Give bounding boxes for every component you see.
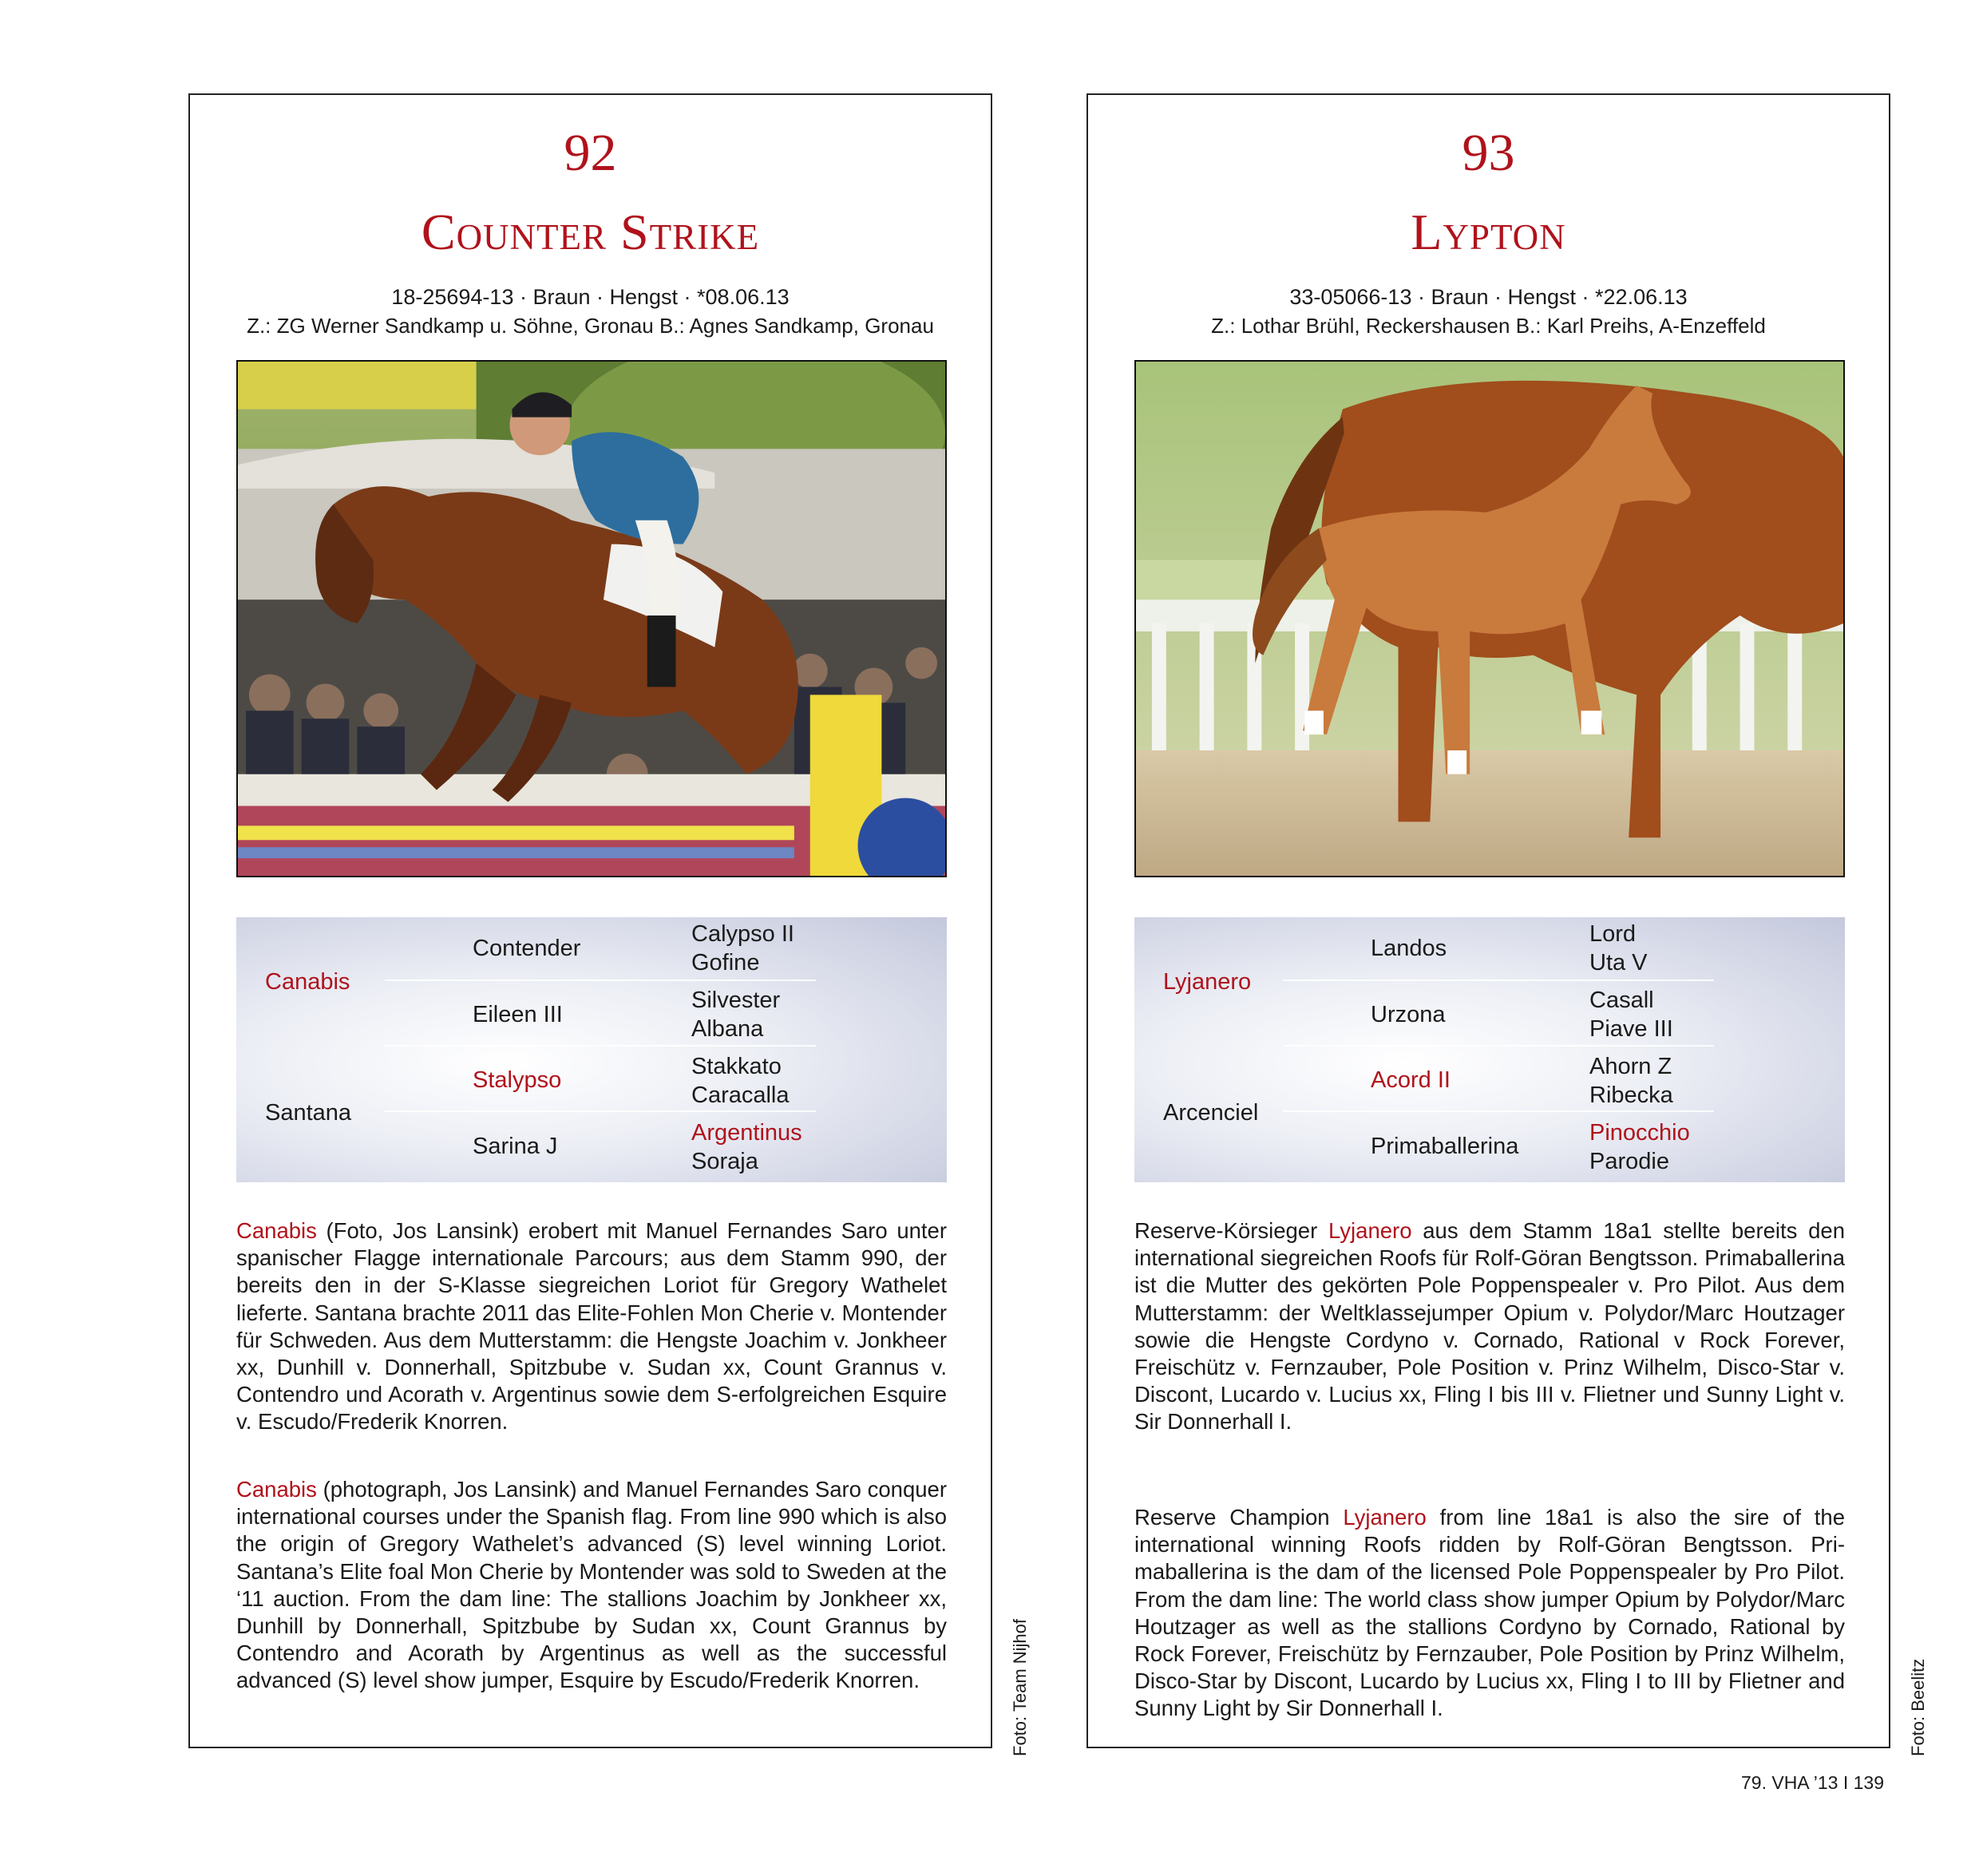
pedigree-sire-sire: Landos [1371,936,1447,961]
description-lead: Reserve-Körsieger [1134,1218,1318,1243]
pedigree-dam-sire: Acord II [1371,1067,1451,1093]
description-text: (photograph, Jos Lansink) and Manuel Fernandes Saro conquer international courses under the Spanish flag. From line 990 which is also the origin of Gregory Wathelet’s advanced (S) level winning Loriot. Santana’s Elite foal Mon Cherie by Montender was sold to Sweden at the ‘11 auction. From the dam line: The stallions Joachim by Jonkheer xx, Dunhill by Donnerhall, Spitzbube by Sudan xx, Count Grannus by Contendro and Acorath by Argentinus as well as the successful advanced (S) level show jumper, Esquire by Escudo/Frederik Knorren. [236,1477,948,1693]
foal-and-mare-photo-illustration [1136,362,1843,876]
horse-name: Lypton [1411,204,1566,260]
highlight-name: Canabis [236,1477,317,1502]
pedigree-divider [1283,1045,1714,1047]
pedigree-ggp: Parodie [1589,1149,1669,1174]
horse-name: Counter Strike [421,204,760,260]
pedigree-ggp: Caracalla [691,1082,790,1108]
pedigree-dam: Arcenciel [1163,1100,1259,1126]
horse-meta-line: 18-25694-13 · Braun · Hengst · *08.06.13 [391,285,790,309]
pedigree-ggp: Lord [1589,921,1637,947]
page-footer: 79. VHA ’13 I 139 [1740,1772,1884,1793]
description-text: aus dem Stamm 18a1 stellte bereits den international siegreichen Roofs für Rolf-Göran Bengtsson. Primaballerina ist die Mutter des gekörten Pole Poppenspealer v. Pro Pilot. Aus dem Mutterstamm: der Weltklassejumper Opium v. Polydor/Marc Houtzager sowie die Hengste Cordyno v. Cornado, Rational v Rock Forever, Freischütz v. Fernzauber, Pole Position v. Prinz Wilhelm, Disco-Star v. Discont, Lucardo v. Lucius xx, Fling I bis III v. Flietner und Sunny Light v. Sir Donnerhall I. [1134,1218,1846,1435]
lot-number: 92 [564,124,617,182]
pedigree-ggp: Uta V [1589,950,1648,976]
lot-card-92 [188,93,992,1748]
pedigree-table [236,917,947,1182]
pedigree-divider [1283,980,1714,981]
pedigree-ggp: Stakkato [691,1054,782,1079]
show-jumping-photo-illustration [238,362,945,876]
description-text: (Foto, Jos Lansink) erobert mit Manuel Fernandes Saro unter spanischer Flagge internationale Parcours; aus dem Stamm 990, der bereits den in der S-Klasse siegreichen Loriot für Gregory Wathelet lieferte. Santana brachte 2011 das Elite-Fohlen Mon Cherie v. Montender für Schweden. Aus dem Mutterstamm: die Hengste Joachim v. Jonkheer xx, Dunhill v. Donnerhall, Spitzbube v. Sudan xx, Count Grannus v. Contendro und Acorath v. Argentinus sowie dem S-erfolgreichen Esquire v. Escudo/Frederik Knorren. [236,1218,947,1435]
description-english [1134,1504,1845,1723]
pedigree-dam-sire: Stalypso [473,1067,562,1093]
pedigree-ggp: Ribecka [1589,1082,1673,1108]
description-lead: Reserve Champion [1134,1505,1330,1530]
pedigree-dam: Santana [265,1100,352,1126]
pedigree-divider [385,1110,816,1112]
lot-card-93 [1086,93,1890,1748]
pedigree-ggp: Silvester [691,987,781,1013]
pedigree-ggp: Argentinus [691,1120,802,1146]
pedigree-sire-dam: Eileen III [473,1002,563,1027]
description-english [236,1476,947,1695]
pedigree-ggp: Ahorn Z [1589,1054,1672,1079]
pedigree-sire-dam: Urzona [1371,1002,1446,1027]
pedigree-dam-dam: Primaballerina [1371,1134,1519,1159]
horse-photo [236,360,947,877]
pedigree-ggp: Gofine [691,950,760,976]
pedigree-ggp: Calypso II [691,921,794,947]
pedigree-table [1134,917,1845,1182]
breeder-line: Z.: Lothar Brühl, Reckershausen B.: Karl Preihs, A-Enzeffeld [1211,314,1766,338]
highlight-name: Lyjanero [1343,1505,1427,1530]
pedigree-divider [385,980,816,981]
description-german [1134,1217,1845,1436]
highlight-name: Canabis [236,1218,317,1243]
highlight-name: Lyjanero [1328,1218,1412,1243]
pedigree-ggp: Pinocchio [1589,1120,1690,1146]
pedigree-ggp: Piave III [1589,1016,1673,1042]
lot-number: 93 [1462,124,1515,182]
pedigree-ggp: Soraja [691,1149,758,1174]
description-text: from line 18a1 is also the sire of the international winning Roofs ridden by Rolf-Göran Bengtsson. Primaballerina is the dam of the licensed Pole Poppenspealer by Pro Pilot. From the dam line: The world class show jumper Opium by Polydor/Marc Houtzager as well as the stallions Cordyno by Cornado, Rational by Rock Forever, Freischütz by Fernzauber, Pole Position by Prinz Wilhelm, Disco-Star by Discont, Lucardo by Lucius xx, Fling I to III by Flietner and Sunny Light by Sir Donnerhall I. [1134,1505,1846,1721]
breeder-line: Z.: ZG Werner Sandkamp u. Söhne, Gronau B.: Agnes Sandkamp, Gronau [247,314,934,338]
pedigree-sire: Lyjanero [1163,969,1252,995]
pedigree-sire: Canabis [265,969,350,995]
pedigree-divider [1283,1110,1714,1112]
pedigree-dam-dam: Sarina J [473,1134,558,1159]
pedigree-divider [385,1045,816,1047]
pedigree-sire-sire: Contender [473,936,581,961]
horse-photo [1134,360,1845,877]
horse-meta-line: 33-05066-13 · Braun · Hengst · *22.06.13 [1289,285,1688,309]
pedigree-ggp: Albana [691,1016,764,1042]
description-german [236,1217,947,1436]
photo-credit: Foto: Team Nijhof [1010,1618,1030,1756]
photo-credit: Foto: Beelitz [1908,1658,1928,1756]
pedigree-ggp: Casall [1589,987,1654,1013]
